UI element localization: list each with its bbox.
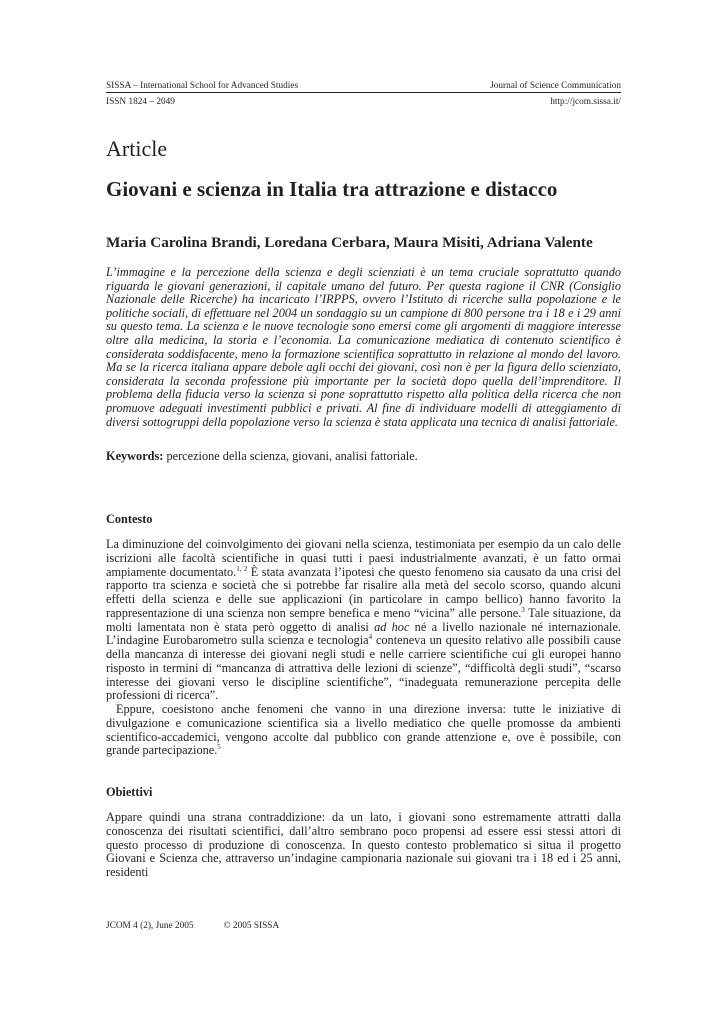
abstract: L’immagine e la percezione della scienza e degli scienziati è un tema cruciale soprattutto quando riguarda le giovani generazioni, il capitale umano del futuro. Per questa ragione il CNR (Consiglio Nazionale delle Ricerche) ha incaricato l’IRPPS, ovvero l’Istituto di ricerche sulla popolazione e le politiche sociali, di effettuare nel 2004 un sondaggio su un campione di 800 persone tra i 18 e i 29 anni su questo tema. La scienza e le nuove tecnologie sono emersi come gli argomenti di maggiore interesse oltre alla medicina, la storia e l’economia. La comunicazione mediatica di contenuto scientifico è considerata soddisfacente, meno la formazione scientifica soprattutto in relazione al mondo del lavoro. Ma se la ricerca italiana appare debole agli occhi dei giovani, così non è per la figura dello scienziato, considerata la seconda professione più importante per la società dopo quella dell’imprenditore. Il problema della fiducia verso la scienza si pone soprattutto rispetto alla politica della ricerca che non promuove adeguati investimenti pubblici e privati. Al fine di individuare modelli di atteggiamento di diversi sottogruppi della popolazione verso la scienza è stata applicata una tecnica di analisi fattoriale. (106, 265, 621, 429)
paragraph: Appare quindi una strana contraddizione: da un lato, i giovani sono estremamente attratti dalla conoscenza dei risultati scientifici, dall’altro sembrano poco propensi ad essere essi stessi attori di questo processo di produzione di conoscenza. In questo contesto problematico si situa il progetto Giovani e Scienza che, attraverso un’indagine campionaria nazionale sui giovani tra i 18 ed i 25 anni, residenti (106, 810, 621, 879)
section-heading-contesto: Contesto (106, 512, 153, 526)
footer-copyright: © 2005 SISSA (223, 921, 280, 931)
header-issn: ISSN 1824 – 2049 (106, 97, 175, 107)
footer-issue: JCOM 4 (2), June 2005 (106, 921, 194, 931)
footnote-ref[interactable]: 3 (521, 605, 525, 614)
footnote-ref[interactable]: 5 (217, 743, 221, 752)
page-footer (106, 921, 279, 932)
running-header-bottom (106, 97, 621, 108)
text-run: È stata avanzata l’ipotesi che questo fenomeno sia causato da una crisi del rapporto tra scienza e società che si potrebbe far risalire alla metà del secolo scorso, quando alcuni effetti della scienza e delle sue applicazioni (in particolare in campo bellico) hanno favorito la rappresentazione di una scienza non sempre benefica e meno “vicina” alle persone. (106, 564, 621, 620)
keywords-label: Keywords: (106, 449, 164, 463)
footnote-ref[interactable]: 4 (368, 633, 373, 642)
italic-term: ad hoc (374, 619, 410, 634)
paragraph (106, 703, 621, 758)
header-rule (106, 92, 621, 93)
footnote-ref[interactable]: 1, 2 (236, 564, 248, 573)
header-institution: SISSA – International School for Advanced Studies (106, 81, 299, 91)
article-type-label: Article (106, 136, 168, 161)
running-header-top (106, 81, 621, 92)
section-heading-obiettivi: Obiettivi (106, 785, 153, 799)
header-journal: Journal of Science Communication (490, 81, 621, 91)
text-run: La diminuzione del coinvolgimento dei giovani nella scienza, testimoniata per esempio da un calo delle iscrizioni alle facoltà scientifiche in quasi tutti i paesi industrialmente avanzati, è un fatto ormai ampiamente documentato. (106, 537, 621, 579)
text-run: né a livello nazionale né internazionale. L’indagine Eurobarometro sulla scienza e tecnologia (106, 619, 621, 648)
section-body-contesto (106, 538, 621, 758)
text-run: Eppure, coesistono anche fenomeni che vanno in una direzione inversa: tutte le iniziative di divulgazione e comunicazione scientifica sia a livello mediatico che quelle promosse da ambienti scientifico-accademici, vengono accolte dal pubblico con grande attenzione e, ove è possibile, con grande partecipazione. (106, 702, 621, 758)
paragraph (106, 538, 621, 703)
article-authors: Maria Carolina Brandi, Loredana Cerbara, Maura Misiti, Adriana Valente (106, 234, 593, 251)
article-title: Giovani e scienza in Italia tra attrazione e distacco (106, 177, 558, 201)
keywords-text: percezione della scienza, giovani, analisi fattoriale. (163, 449, 418, 463)
text-run: conteneva un quesito relativo alle possibili cause della mancanza di interesse dei giovani negli studi e nelle carriere scientifiche cui gli europei hanno risposto in termini di “mancanza di attrattiva delle lezioni di scienze”, “difficoltà degli studi”, “scarso interesse dei giovani verso le discipline scientifiche”, “inadeguata remunerazione percepita delle professioni di ricerca”. (106, 633, 621, 703)
keywords (106, 449, 621, 463)
section-body-obiettivi (106, 811, 621, 880)
text-run: Tale situazione, da molti lamentata non è stata però oggetto di analisi (106, 605, 621, 634)
header-url[interactable]: http://jcom.sissa.it/ (550, 97, 621, 107)
